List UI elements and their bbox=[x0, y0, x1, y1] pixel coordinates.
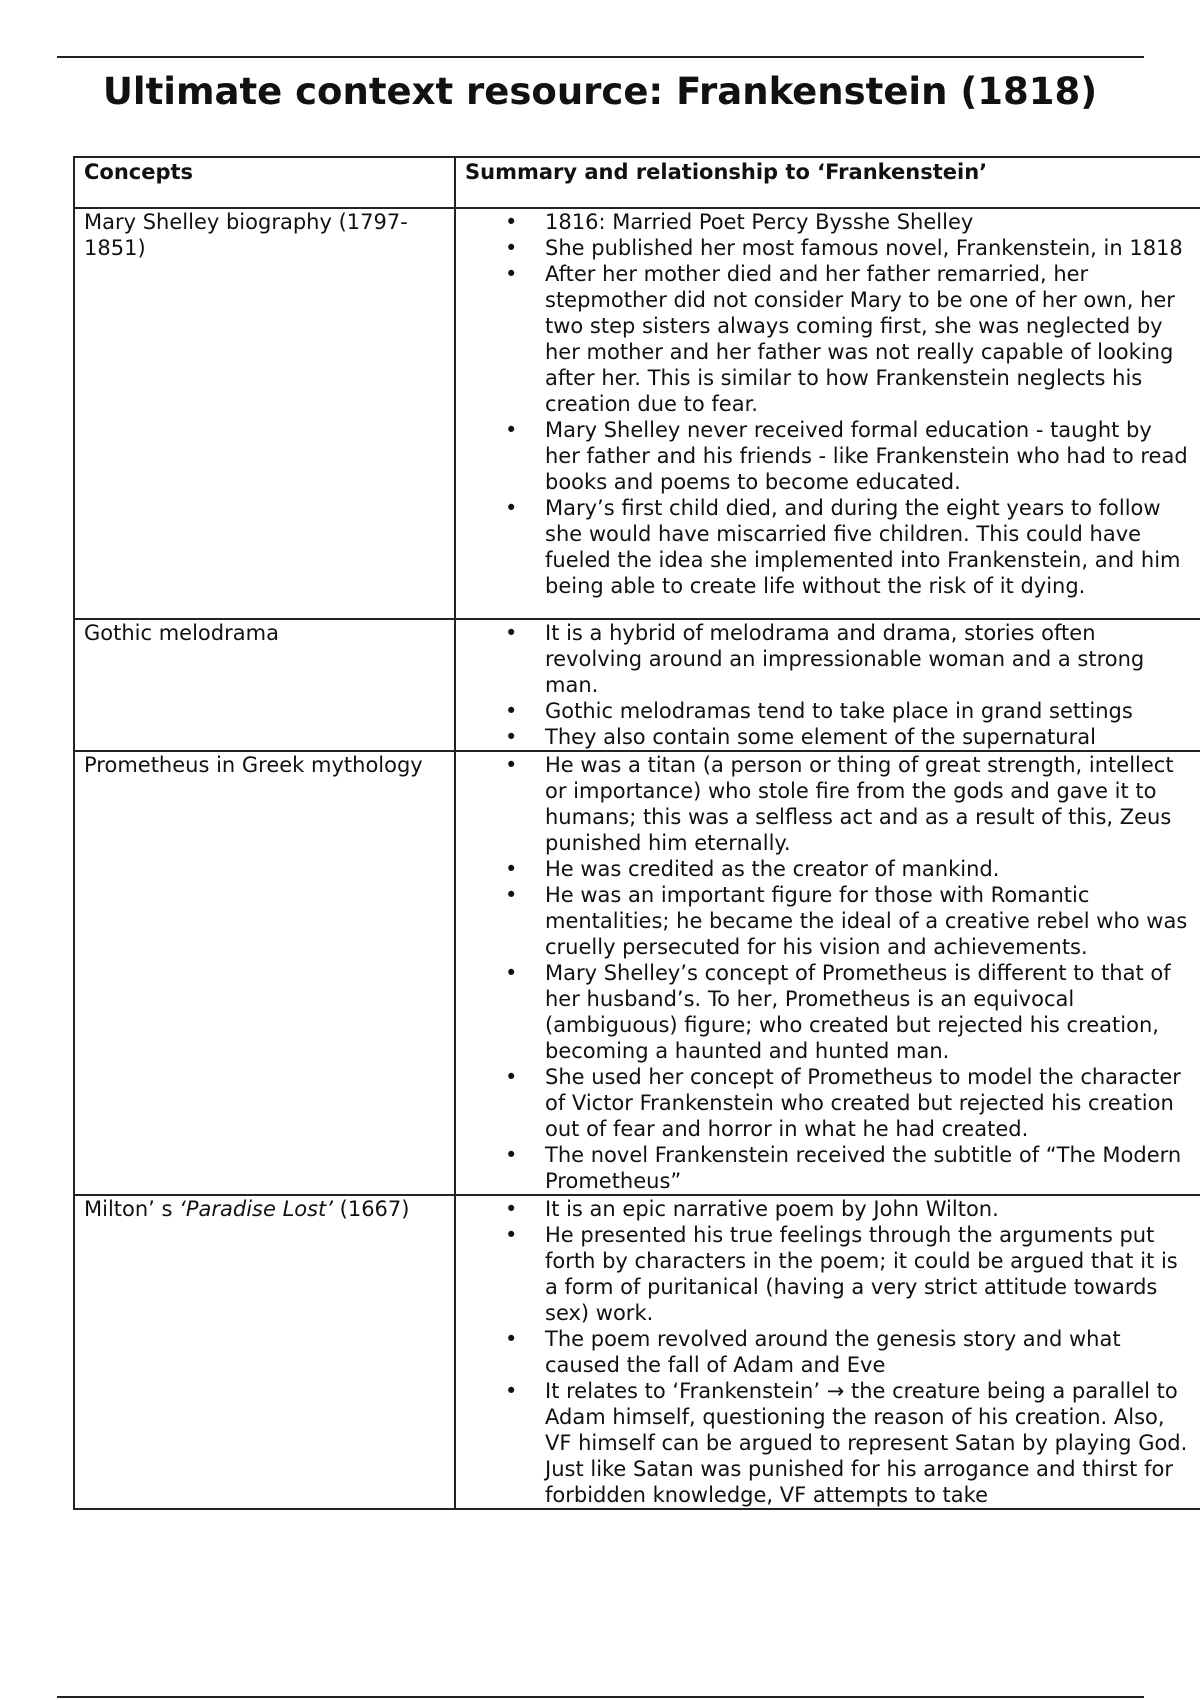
concept-cell: Prometheus in Greek mythology bbox=[74, 751, 455, 1195]
bullet-list bbox=[465, 1196, 1192, 1508]
list-item: • She published her most famous novel, Frankenstein, in 1818 bbox=[465, 235, 1192, 261]
list-item: • After her mother died and her father remarried, her stepmother did not consider Mary to be one of her own, her two step sisters always coming first, she was neglected by her mother and her father was not really capable of looking after her. This is similar to how Frankenstein neglects his creation due to fear. bbox=[465, 261, 1192, 417]
concept-cell: Gothic melodrama bbox=[74, 619, 455, 751]
list-item: • She used her concept of Prometheus to model the character of Victor Frankenstein who created but rejected his creation out of fear and horror in what he had created. bbox=[465, 1064, 1192, 1142]
list-item: • The poem revolved around the genesis story and what caused the fall of Adam and Eve bbox=[465, 1326, 1192, 1378]
list-item: • He was an important figure for those with Romantic mentalities; he became the ideal of a creative rebel who was cruelly persecuted for his vision and achievements. bbox=[465, 882, 1192, 960]
bullet-list bbox=[465, 209, 1192, 599]
bullet-list bbox=[465, 752, 1192, 1194]
list-item: • They also contain some element of the supernatural bbox=[465, 724, 1192, 750]
top-rule bbox=[57, 56, 1144, 58]
list-item: • The novel Frankenstein received the subtitle of “The Modern Prometheus” bbox=[465, 1142, 1192, 1194]
concept-cell: Mary Shelley biography (1797-1851) bbox=[74, 208, 455, 619]
table-row bbox=[74, 1195, 1200, 1509]
concept-prefix: Milton’ s bbox=[84, 1197, 180, 1221]
list-item: • Mary Shelley never received formal education - taught by her father and his friends - like Frankenstein who had to read books and poems to become educated. bbox=[465, 417, 1192, 495]
table-row bbox=[74, 619, 1200, 751]
summary-cell bbox=[455, 751, 1200, 1195]
table-row bbox=[74, 751, 1200, 1195]
summary-cell bbox=[455, 1195, 1200, 1509]
list-item: • He was credited as the creator of mankind. bbox=[465, 856, 1192, 882]
summary-cell bbox=[455, 619, 1200, 751]
concept-suffix: (1667) bbox=[332, 1197, 410, 1221]
header-concepts: Concepts bbox=[74, 157, 455, 208]
list-item: • Mary Shelley’s concept of Prometheus is different to that of her husband’s. To her, Prometheus is an equivocal (ambiguous) figure; who created but rejected his creation, becoming a haunted and hunted man. bbox=[465, 960, 1192, 1064]
list-item: • Mary’s first child died, and during the eight years to follow she would have miscarried five children. This could have fueled the idea she implemented into Frankenstein, and him being able to create life without the risk of it dying. bbox=[465, 495, 1192, 599]
list-item: • He presented his true feelings through the arguments put forth by characters in the poem; it could be argued that it is a form of puritanical (having a very strict attitude towards sex) work. bbox=[465, 1222, 1192, 1326]
concept-work-title: ‘Paradise Lost’ bbox=[179, 1197, 333, 1221]
bottom-rule bbox=[57, 1696, 1144, 1698]
list-item: • It relates to ‘Frankenstein’ → the creature being a parallel to Adam himself, questioning the reason of his creation. Also, VF himself can be argued to represent Satan by playing God. Just like Satan was punished for his arrogance and thirst for forbidden knowledge, VF attempts to take bbox=[465, 1378, 1192, 1508]
list-item: • He was a titan (a person or thing of great strength, intellect or importance) who stole fire from the gods and gave it to humans; this was a selfless act and as a result of this, Zeus punished him eternally. bbox=[465, 752, 1192, 856]
list-item: • Gothic melodramas tend to take place in grand settings bbox=[465, 698, 1192, 724]
context-table bbox=[73, 156, 1200, 1510]
bullet-list bbox=[465, 620, 1192, 750]
list-item: • It is an epic narrative poem by John Wilton. bbox=[465, 1196, 1192, 1222]
table-header-row bbox=[74, 157, 1200, 208]
list-item: • 1816: Married Poet Percy Bysshe Shelley bbox=[465, 209, 1192, 235]
concept-cell bbox=[74, 1195, 455, 1509]
table-row bbox=[74, 208, 1200, 619]
list-item: • It is a hybrid of melodrama and drama, stories often revolving around an impressionable woman and a strong man. bbox=[465, 620, 1192, 698]
page-title: Ultimate context resource: Frankenstein (1818) bbox=[102, 70, 1098, 113]
summary-cell bbox=[455, 208, 1200, 619]
header-summary: Summary and relationship to ‘Frankenstein’ bbox=[455, 157, 1200, 208]
